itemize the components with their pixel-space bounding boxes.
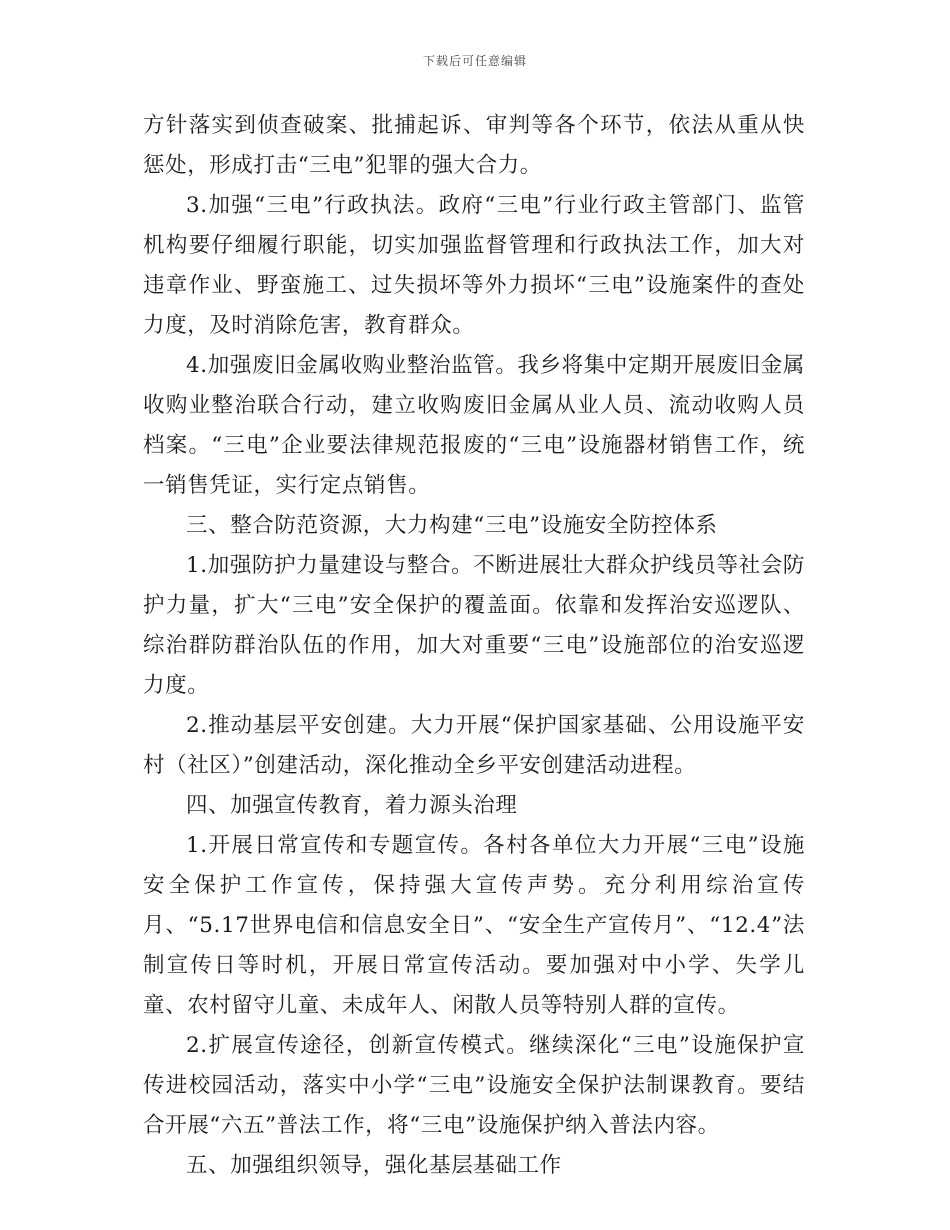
document-body (143, 106, 805, 1186)
paragraph: 2.扩展宣传途径，创新宣传模式。继续深化“三电”设施保护宣传进校园活动，落实中小学“三电”设施安全保护法制课教育。要结合开展“六五”普法工作，将“三电”设施保护纳入普法内容。 (143, 1033, 805, 1138)
paragraph: 4.加强废旧金属收购业整治监管。我乡将集中定期开展废旧金属收购业整治联合行动，建立收购废旧金属从业人员、流动收购人员档案。“三电”企业要法律规范报废的“三电”设施器材销售工作，统一销售凭证，实行定点销售。 (143, 353, 805, 498)
paragraph: 3.加强“三电”行政执法。政府“三电”行业行政主管部门、监管机构要仔细履行职能，切实加强监督管理和行政执法工作，加大对违章作业、野蛮施工、过失损坏等外力损坏“三电”设施案件的查处力度，及时消除危害，教育群众。 (143, 193, 805, 338)
paragraph: 1.开展日常宣传和专题宣传。各村各单位大力开展“三电”设施安全保护工作宣传，保持强大宣传声势。充分利用综治宣传月、“5.17世界电信和信息安全日”、“安全生产宣传月”、“12.4”法制宣传日等时机，开展日常宣传活动。要加强对中小学、失学儿童、农村留守儿童、未成年人、闲散人员等特别人群的宣传。 (143, 833, 805, 1018)
paragraph: 方针落实到侦查破案、批捕起诉、审判等各个环节，依法从重从快惩处，形成打击“三电”犯罪的强大合力。 (143, 113, 805, 178)
paragraph: 1.加强防护力量建设与整合。不断进展壮大群众护线员等社会防护力量，扩大“三电”安全保护的覆盖面。依靠和发挥治安巡逻队、综治群防群治队伍的作用，加大对重要“三电”设施部位的治安巡逻力度。 (143, 553, 805, 698)
page-header: 下载后可任意编辑 (422, 54, 527, 68)
paragraph: 2.推动基层平安创建。大力开展“保护国家基础、公用设施平安村（社区）”创建活动，深化推动全乡平安创建活动进程。 (143, 713, 805, 778)
section-heading: 四、加强宣传教育，着力源头治理 (186, 793, 518, 818)
section-heading: 五、加强组织领导，强化基层基础工作 (186, 1153, 562, 1178)
section-heading: 三、整合防范资源，大力构建“三电”设施安全防控体系 (186, 513, 718, 538)
